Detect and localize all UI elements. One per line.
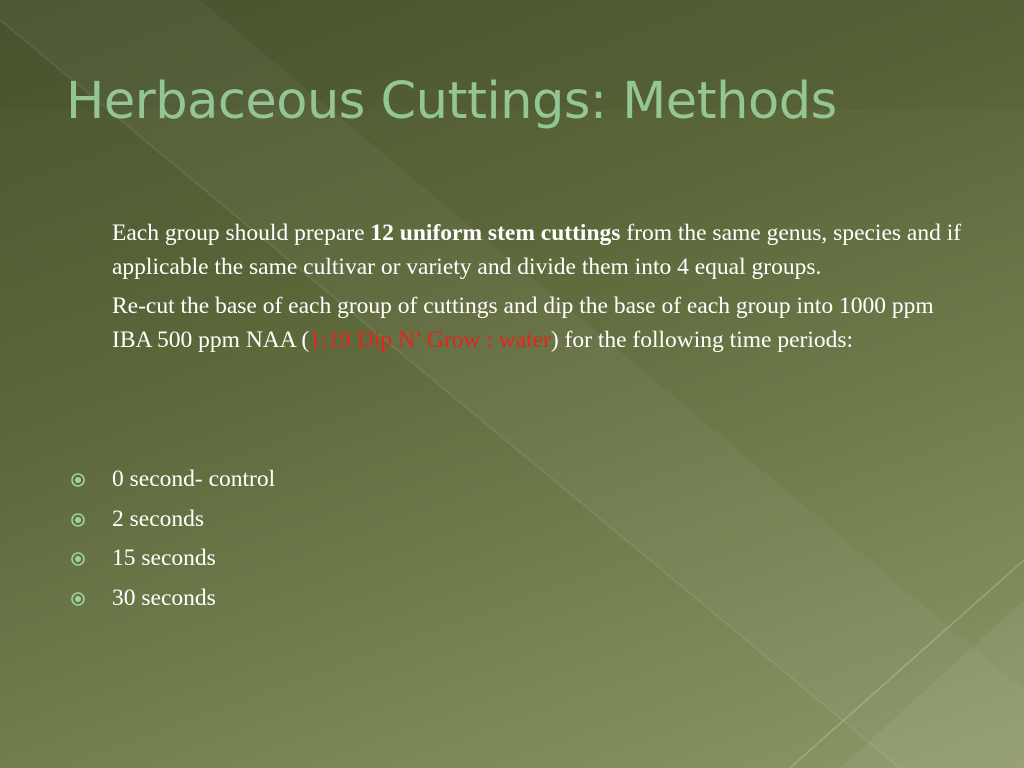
paragraph-recut-text-end: ) for the following time periods: <box>550 327 854 353</box>
list-item-label: 2 seconds <box>112 505 205 532</box>
list-item-label: 15 seconds <box>112 545 216 571</box>
list-item <box>70 581 275 621</box>
paragraph-prepare-text-end: from the same genus, species and if applicable the same cultivar or variety and divide them into 4 equal groups. <box>112 220 962 280</box>
time-period-list <box>70 462 275 620</box>
paragraph-prepare-text-start: Each group should prepare <box>112 220 371 246</box>
list-item <box>70 541 275 581</box>
paragraph-prepare <box>112 216 972 284</box>
paragraph-recut-highlight: 1:19 Dip N’ Grow : water <box>309 327 551 353</box>
paragraph-prepare-bold: 12 uniform stem cuttings <box>370 220 621 246</box>
list-item-label: 0 second- control <box>112 466 276 492</box>
slide-title: Herbaceous Cuttings: Methods <box>66 72 837 131</box>
list-item-label: 30 seconds <box>112 584 216 611</box>
paragraph-recut <box>112 289 972 357</box>
paragraph-recut-text-start: Re-cut the base of each group of cuttings and dip the base of each group into 1000 ppm IBA 500 ppm NAA ( <box>112 293 934 353</box>
list-item <box>70 502 275 542</box>
circle-bullet-icon <box>70 472 86 488</box>
circle-bullet-icon <box>70 551 86 567</box>
circle-bullet-icon <box>70 512 86 528</box>
circle-bullet-icon <box>70 591 86 607</box>
list-item <box>70 462 275 502</box>
slide-body <box>112 216 972 362</box>
